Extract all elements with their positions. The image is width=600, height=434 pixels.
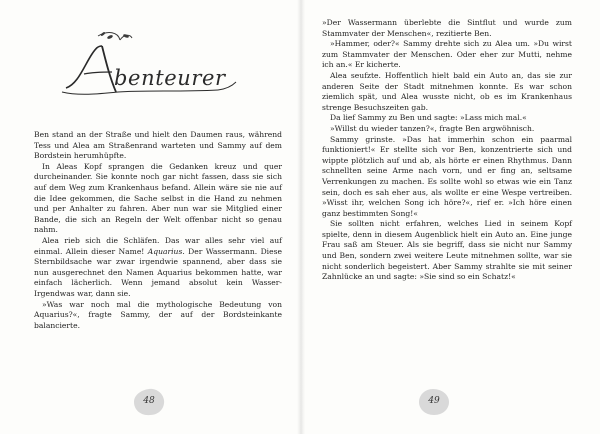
chapter-title: benteurer xyxy=(114,66,226,90)
paragraph xyxy=(322,124,572,135)
paragraph xyxy=(34,236,282,300)
paragraph xyxy=(34,300,282,332)
paragraph-text: Ben stand an der Straße und hielt den Daumen raus, während Tess und Alea am Straßenrand warteten und Sammy auf dem Bordstein herumhüpfte. xyxy=(34,130,282,161)
paragraph-text: Der Wassermann. Diese Sternbildsache war zwar irgendwie spannend, aber dass sie nun ausgerechnet den Namen Aquarius bekommen hatte, war einfach lächerlich. Wenn jemand absolut kein Wasser-Irgendwas war, dann sie. xyxy=(34,246,282,298)
paragraph xyxy=(322,18,572,39)
paragraph xyxy=(322,135,572,220)
right-page-text xyxy=(322,18,572,283)
paragraph-text: Alea rieb sich die Schläfen. Das war alles sehr viel auf einmal. Allein dieser Name! xyxy=(34,235,282,256)
paragraph xyxy=(322,71,572,113)
paragraph xyxy=(34,130,282,162)
italic-text: Aquarius. xyxy=(147,246,185,256)
paragraph-text: »Hammer, oder?« Sammy drehte sich zu Alea um. »Du wirst zum Stammvater der Menschen. Oder eher zur Mutti, nehme ich an.« Er kicherte. xyxy=(322,39,572,70)
left-page-number-badge xyxy=(132,387,166,417)
right-page xyxy=(300,0,600,434)
left-page-number: 48 xyxy=(143,396,155,406)
paragraph-text: In Aleas Kopf sprangen die Gedanken kreuz und quer durcheinander. Sie konnte noch gar nicht fassen, dass sie sich auf dem Weg zum Krankenhaus befand. Allein wäre sie nie auf die Idee gekommen, die Sache selbst in die Hand zu nehmen und per Anhalter zu fahren. Aber nun war sie Mitglied einer Bande, die sich an Regeln der Welt offenbar nicht so genau nahm. xyxy=(34,161,282,235)
paragraph-text: »Was war noch mal die mythologische Bedeutung von Aquarius?«, fragte Sammy, der auf der Bordsteinkante balancierte. xyxy=(34,299,282,330)
paragraph-text: Sammy grinste. »Das hat immerhin schon ein paarmal funktioniert!« Er stellte sich vor Ben, konzentrierte sich und wippte plötzlich auf und ab, als hörte er einen Rhythmus. Dann schnellten seine Arme nach vorn, und er fing an, seltsame Verrenkungen zu machen. Es sollte wohl so etwas wie ein Tanz sein, doch es sah eher aus, als wollte er eine Wespe vertreiben. »Wisst ihr, welchen Song ich höre?«, rief er. »Ich höre einen ganz bestimmten Song!« xyxy=(322,134,572,218)
paragraph xyxy=(322,39,572,71)
chapter-heading xyxy=(58,26,248,106)
paragraph-text: Sie sollten nicht erfahren, welches Lied in seinem Kopf spielte, denn in diesem Augenblick hielt ein Auto an. Eine junge Frau saß am Steuer. Als sie begriff, dass sie nicht nur Sammy und Ben, sondern zwei weitere Leute mitnehmen sollte, war sie nicht sonderlich begeistert. Aber Sammy strahlte sie mit seiner Zahnlücke an und sagte: »Sie sind so ein Schatz!« xyxy=(322,219,572,282)
paragraph xyxy=(322,113,572,124)
paragraph xyxy=(322,219,572,283)
paragraph-text: Alea seufzte. Hoffentlich hielt bald ein Auto an, das sie zur anderen Seite der Stadt mitnehmen konnte. Es war schon ziemlich spät, und Alea wusste nicht, ob es im Krankenhaus strenge Besuchszeiten gab. xyxy=(322,70,572,112)
paragraph xyxy=(34,162,282,236)
paragraph-text: Da lief Sammy zu Ben und sagte: »Lass mich mal.« xyxy=(330,113,527,123)
right-page-number: 49 xyxy=(428,396,440,406)
paragraph-text: »Der Wassermann überlebte die Sintflut und wurde zum Stammvater der Menschen«, rezitierte Ben. xyxy=(322,18,572,38)
paragraph-text: »Willst du wieder tanzen?«, fragte Ben argwöhnisch. xyxy=(330,123,535,133)
left-page-text xyxy=(34,130,282,331)
right-page-number-badge xyxy=(417,387,451,417)
